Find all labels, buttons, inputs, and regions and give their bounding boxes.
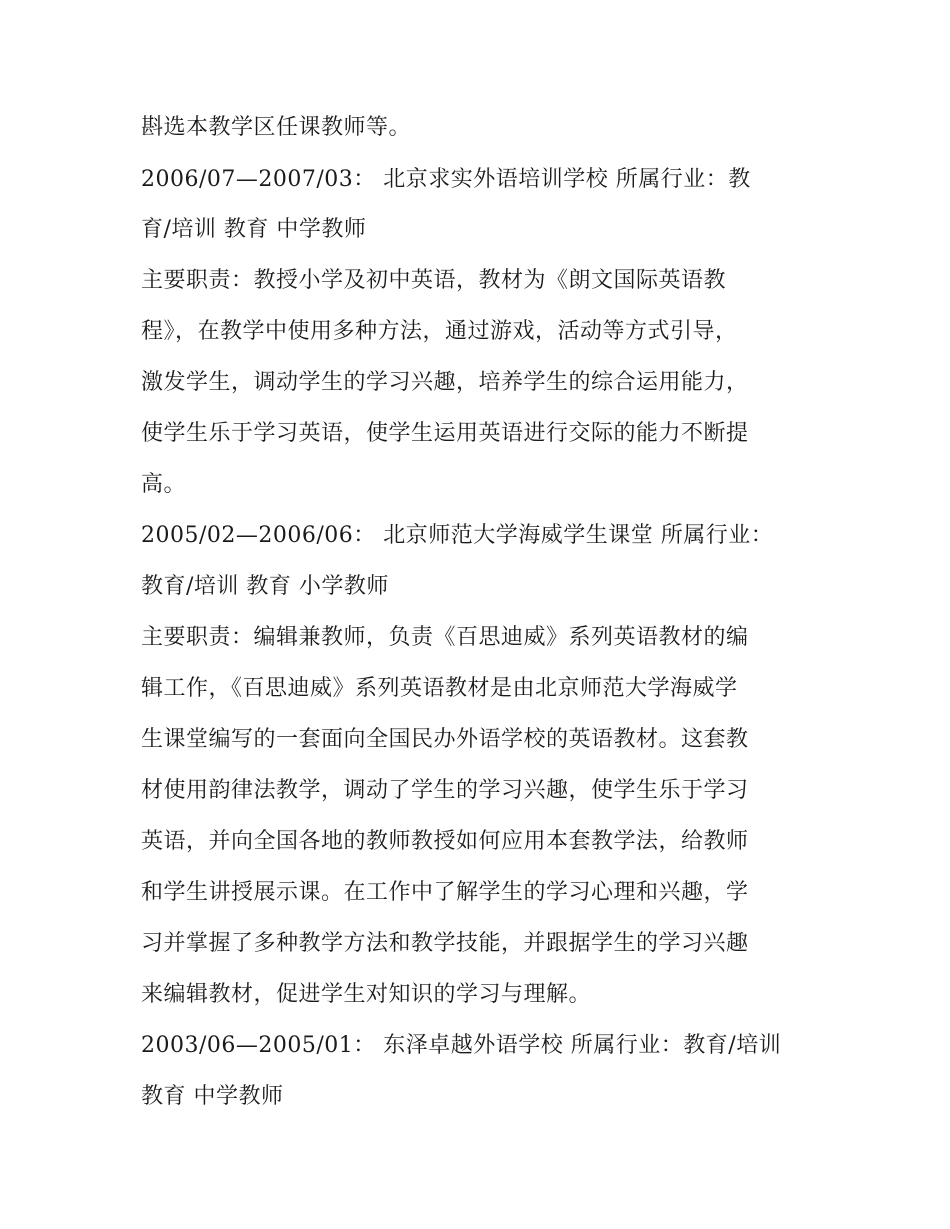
text-line: 程》，在教学中使用多种方法，通过游戏，活动等方式引导， (141, 319, 738, 344)
text-line: 生课堂编写的一套面向全国民办外语学校的英语教材。这套教 (141, 727, 749, 752)
text-line: 2003/06—2005/01： 东泽卓越外语学校 所属行业：教育/培训 (141, 1033, 782, 1058)
text-line: 2006/07—2007/03： 北京求实外语培训学校 所属行业：教 (141, 167, 751, 192)
text-line: 2005/02—2006/06： 北京师范大学海威学生课堂 所属行业： (141, 523, 774, 548)
text-line: 使学生乐于学习英语，使学生运用英语进行交际的能力不断提 (141, 421, 749, 446)
text-line: 激发学生，调动学生的学习兴趣，培养学生的综合运用能力， (141, 370, 749, 395)
text-line: 材使用韵律法教学，调动了学生的学习兴趣，使学生乐于学习 (141, 778, 749, 803)
text-line: 辑工作，《百思迪威》系列英语教材是由北京师范大学海威学 (141, 676, 738, 701)
text-line: 主要职责：教授小学及初中英语，教材为《朗文国际英语教 (141, 268, 727, 293)
text-line: 教育 中学教师 (141, 1084, 284, 1109)
text-line: 主要职责：编辑兼教师，负责《百思迪威》系列英语教材的编 (141, 625, 749, 650)
text-line: 斟选本教学区任课教师等。 (141, 115, 412, 140)
text-line: 来编辑教材，促进学生对知识的学习与理解。 (141, 982, 592, 1007)
text-line: 英语，并向全国各地的教师教授如何应用本套教学法，给教师 (141, 829, 749, 854)
text-line: 和学生讲授展示课。在工作中了解学生的学习心理和兴趣，学 (141, 880, 749, 905)
text-line: 习并掌握了多种教学方法和教学技能，并跟据学生的学习兴趣 (141, 931, 749, 956)
text-line: 高。 (141, 472, 187, 497)
text-line: 教育/培训 教育 小学教师 (141, 574, 389, 599)
text-line: 育/培训 教育 中学教师 (141, 217, 367, 242)
